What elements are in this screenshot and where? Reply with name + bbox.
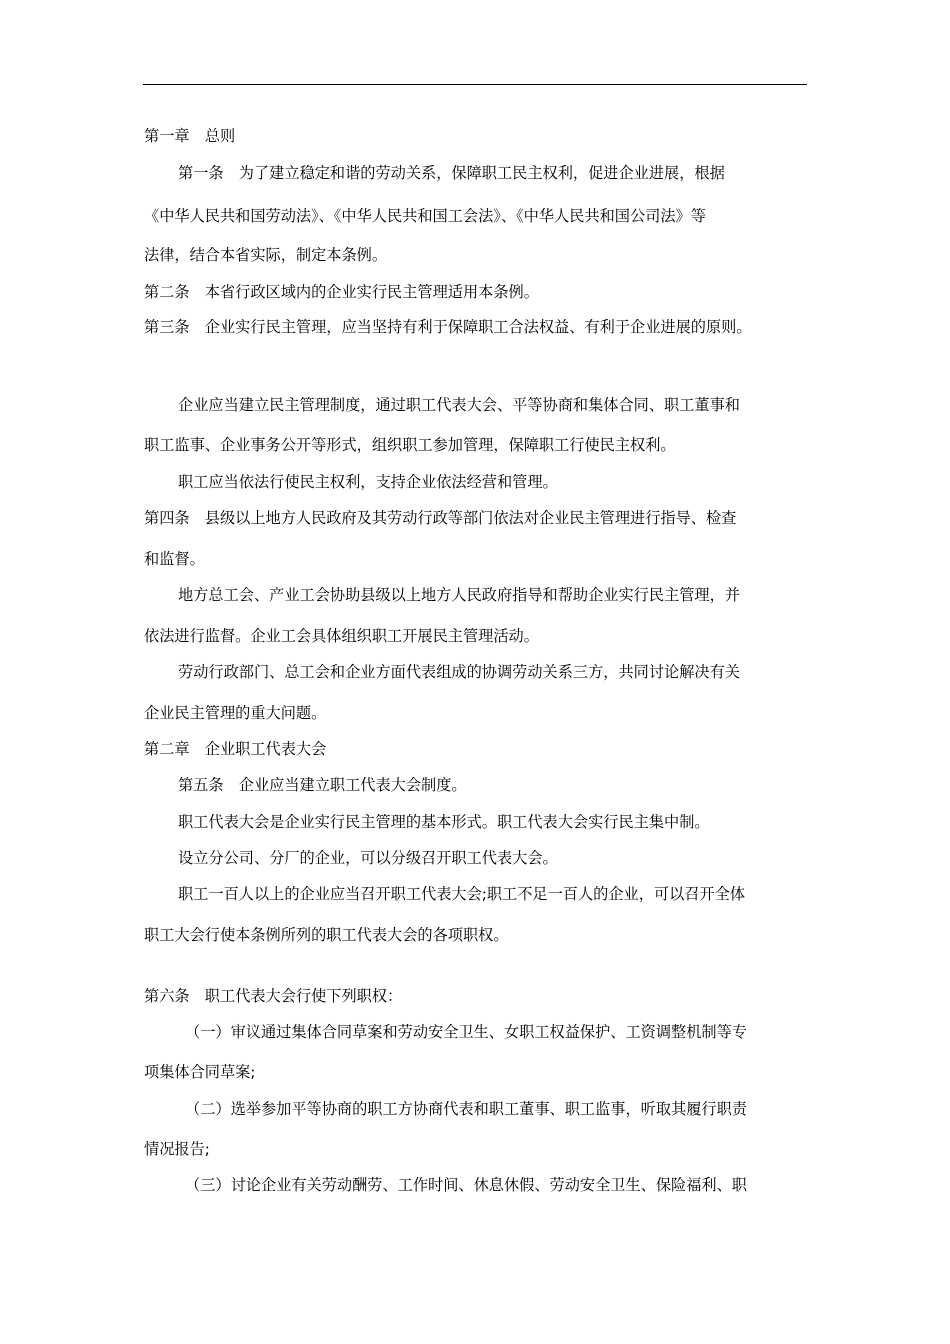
article-line: 职工监事、企业事务公开等形式，组织职工参加管理，保障职工行使民主权利。	[144, 436, 676, 454]
article-line: 法律，结合本省实际，制定本条例。	[144, 246, 387, 264]
article-line: 第二条 本省行政区域内的企业实行民主管理适用本条例。	[144, 283, 539, 301]
list-item: 情况报告;	[144, 1140, 210, 1158]
article-line: 第五条 企业应当建立职工代表大会制度。	[178, 776, 467, 794]
article-line: 职工应当依法行使民主权利，支持企业依法经营和管理。	[178, 473, 558, 491]
chapter-heading: 第一章 总则	[144, 127, 236, 145]
article-line: 设立分公司、分厂的企业，可以分级召开职工代表大会。	[178, 849, 558, 867]
article-line: 《中华人民共和国劳动法》、《中华人民共和国工会法》、《中华人民共和国公司法》等	[144, 207, 706, 225]
article-line: 企业应当建立民主管理制度，通过职工代表大会、平等协商和集体合同、职工董事和	[178, 396, 740, 414]
article-line: 职工一百人以上的企业应当召开职工代表大会;职工不足一百人的企业，可以召开全体	[178, 885, 746, 903]
list-item: 项集体合同草案;	[144, 1063, 256, 1081]
article-line: 第四条 县级以上地方人民政府及其劳动行政等部门依法对企业民主管理进行指导、检查	[144, 509, 737, 527]
article-line: 企业民主管理的重大问题。	[144, 704, 327, 722]
article-line: 职工大会行使本条例所列的职工代表大会的各项职权。	[144, 926, 509, 944]
article-line: 地方总工会、产业工会协助县级以上地方人民政府指导和帮助企业实行民主管理，并	[178, 586, 740, 604]
list-item: （二）选举参加平等协商的职工方协商代表和职工董事、职工监事，听取其履行职责	[185, 1100, 747, 1118]
article-line: 劳动行政部门、总工会和企业方面代表组成的协调劳动关系三方，共同讨论解决有关	[178, 663, 740, 681]
list-item: （三）讨论企业有关劳动酬劳、工作时间、休息休假、劳动安全卫生、保险福利、职	[185, 1176, 747, 1194]
article-line: 第三条 企业实行民主管理，应当坚持有利于保障职工合法权益、有利于企业进展的原则。	[144, 318, 752, 336]
article-line: 第六条 职工代表大会行使下列职权：	[144, 987, 403, 1005]
article-line: 和监督。	[144, 550, 205, 568]
article-line: 职工代表大会是企业实行民主管理的基本形式。职工代表大会实行民主集中制。	[178, 813, 710, 831]
list-item: （一）审议通过集体合同草案和劳动安全卫生、女职工权益保护、工资调整机制等专	[185, 1023, 747, 1041]
header-rule	[143, 84, 807, 85]
article-line: 第一条 为了建立稳定和谐的劳动关系，保障职工民主权利，促进企业进展，根据	[178, 164, 725, 182]
article-line: 依法进行监督。企业工会具体组织职工开展民主管理活动。	[144, 627, 539, 645]
chapter-heading: 第二章 企业职工代表大会	[144, 740, 327, 758]
